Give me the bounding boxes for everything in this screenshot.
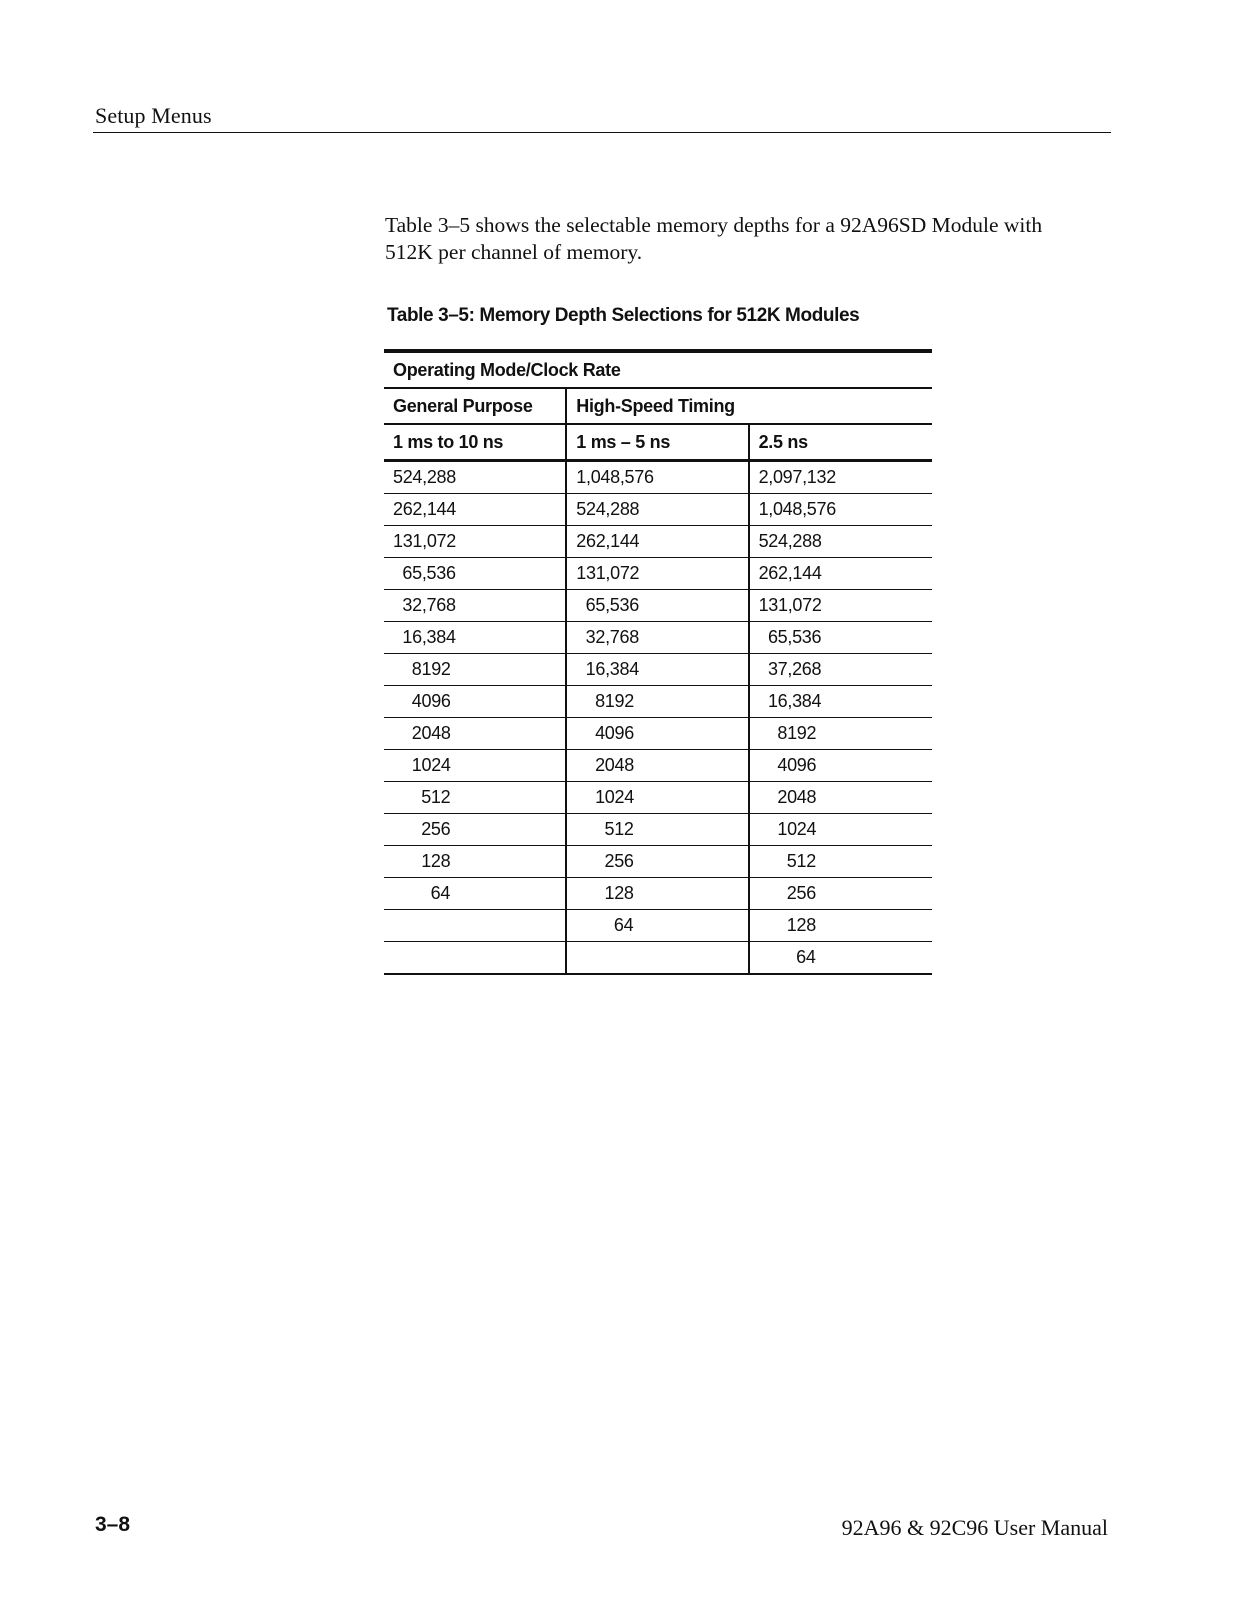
table-cell: 128 xyxy=(566,878,748,910)
table-cell: 1,048,576 xyxy=(749,494,932,526)
table-cell xyxy=(566,942,748,975)
column-header-1ms-10ns: 1 ms to 10 ns xyxy=(384,424,566,461)
table-cell: 16,384 xyxy=(749,686,932,718)
table-cell: 512 xyxy=(749,846,932,878)
table-cell: 65,536 xyxy=(384,558,566,590)
subheader-high-speed-timing: High-Speed Timing xyxy=(566,388,932,424)
table-row xyxy=(384,750,932,782)
table-cell: 524,288 xyxy=(566,494,748,526)
table-cell: 32,768 xyxy=(566,622,748,654)
table-cell: 65,536 xyxy=(749,622,932,654)
intro-line-1: Table 3–5 shows the selectable memory depths for a 92A96SD Module with xyxy=(385,213,1043,237)
table-cell: 524,288 xyxy=(749,526,932,558)
table-cell: 256 xyxy=(384,814,566,846)
table-cell: 2048 xyxy=(749,782,932,814)
table-cell: 64 xyxy=(566,910,748,942)
table-cell: 256 xyxy=(566,846,748,878)
table-cell: 1024 xyxy=(566,782,748,814)
table-cell: 4096 xyxy=(384,686,566,718)
table-cell: 37,268 xyxy=(749,654,932,686)
table-cell: 16,384 xyxy=(384,622,566,654)
table-row xyxy=(384,782,932,814)
intro-line-2: 512K per channel of memory. xyxy=(385,240,643,264)
table-cell: 131,072 xyxy=(384,526,566,558)
manual-title: 92A96 & 92C96 User Manual xyxy=(841,1515,1108,1540)
table-cell: 2,097,132 xyxy=(749,461,932,494)
table-body xyxy=(384,461,932,975)
table-row xyxy=(384,590,932,622)
table-cell: 512 xyxy=(566,814,748,846)
table-cell: 32,768 xyxy=(384,590,566,622)
table-cell: 262,144 xyxy=(384,494,566,526)
table-row xyxy=(384,461,932,494)
table-caption: Table 3–5: Memory Depth Selections for 512K Modules xyxy=(387,305,860,326)
table-cell: 64 xyxy=(749,942,932,975)
running-header: Setup Menus xyxy=(95,103,212,128)
table-cell: 2048 xyxy=(566,750,748,782)
table-cell: 4096 xyxy=(749,750,932,782)
table-cell: 256 xyxy=(749,878,932,910)
table-cell xyxy=(384,942,566,975)
table-row xyxy=(384,718,932,750)
table-cell: 524,288 xyxy=(384,461,566,494)
table-cell: 16,384 xyxy=(566,654,748,686)
table-cell: 128 xyxy=(384,846,566,878)
table-row xyxy=(384,846,932,878)
table-cell: 8192 xyxy=(384,654,566,686)
table-row xyxy=(384,558,932,590)
table-cell: 512 xyxy=(384,782,566,814)
table-row xyxy=(384,814,932,846)
group-header: Operating Mode/Clock Rate xyxy=(384,351,932,388)
table-cell: 1024 xyxy=(749,814,932,846)
column-header-1ms-5ns: 1 ms – 5 ns xyxy=(566,424,748,461)
page-number: 3–8 xyxy=(95,1513,131,1536)
table-cell: 8192 xyxy=(566,686,748,718)
table-cell: 1,048,576 xyxy=(566,461,748,494)
table-cell: 131,072 xyxy=(566,558,748,590)
header-rule xyxy=(93,132,1111,133)
table-cell: 128 xyxy=(749,910,932,942)
table-row xyxy=(384,942,932,975)
table-cell xyxy=(384,910,566,942)
table-cell: 2048 xyxy=(384,718,566,750)
table-cell: 262,144 xyxy=(749,558,932,590)
table-row xyxy=(384,654,932,686)
intro-paragraph xyxy=(385,212,1085,266)
table-row xyxy=(384,526,932,558)
table-cell: 131,072 xyxy=(749,590,932,622)
table-cell: 64 xyxy=(384,878,566,910)
table-row xyxy=(384,910,932,942)
column-header-2-5ns: 2.5 ns xyxy=(749,424,932,461)
table-row xyxy=(384,622,932,654)
table-cell: 8192 xyxy=(749,718,932,750)
table-cell: 262,144 xyxy=(566,526,748,558)
table-row xyxy=(384,686,932,718)
table-row xyxy=(384,878,932,910)
table-cell: 4096 xyxy=(566,718,748,750)
subheader-general-purpose: General Purpose xyxy=(384,388,566,424)
table-cell: 65,536 xyxy=(566,590,748,622)
memory-depth-table xyxy=(384,349,932,975)
table-cell: 1024 xyxy=(384,750,566,782)
table-row xyxy=(384,494,932,526)
